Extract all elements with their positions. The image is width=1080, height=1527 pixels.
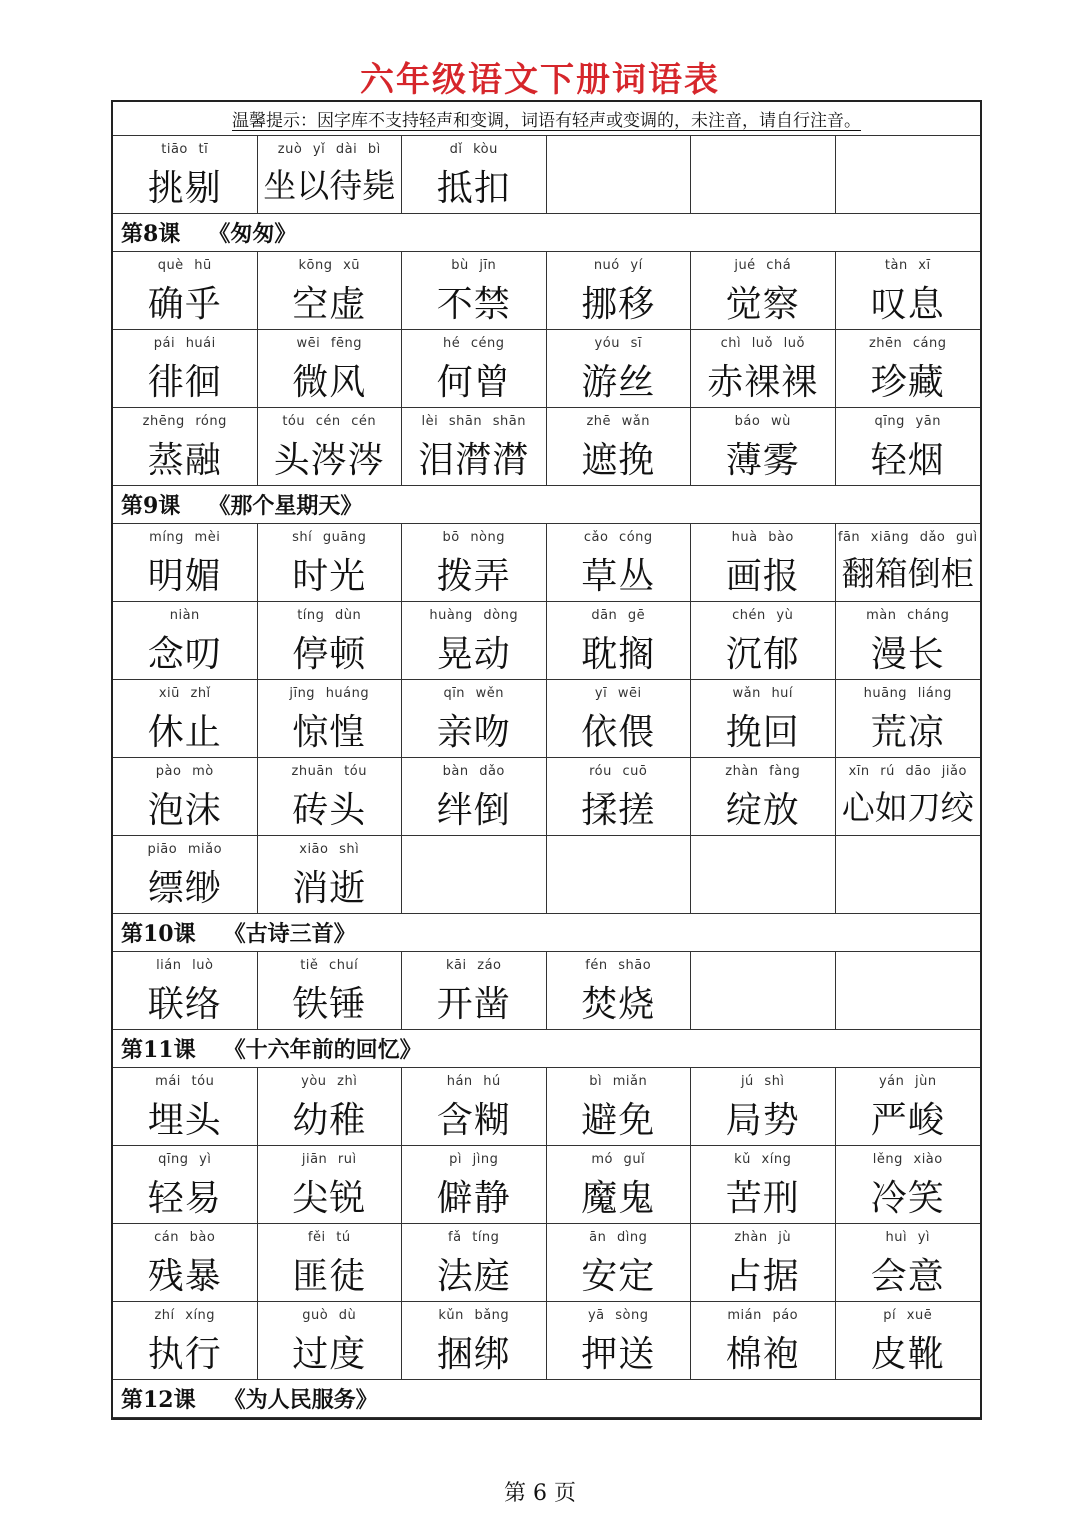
hanzi-word: 占据: [725, 1256, 800, 1297]
pinyin: fěi tú: [307, 1230, 351, 1245]
word-cell: [691, 1146, 836, 1223]
hanzi-word: 尖锐: [292, 1178, 367, 1219]
word-cell: [402, 1302, 547, 1379]
pinyin: qīng yì: [158, 1152, 212, 1167]
word-row: [113, 408, 980, 486]
word-cell: [113, 602, 258, 679]
hanzi-word: 挽回: [725, 712, 800, 753]
hanzi-word: 薄雾: [725, 440, 800, 481]
hanzi-word: 明媚: [147, 556, 222, 597]
word-cell: [258, 1146, 403, 1223]
hanzi-word: 游丝: [581, 362, 656, 403]
word-cell: [691, 1302, 836, 1379]
hanzi-word: 停顿: [292, 634, 367, 675]
hanzi-word: 捆绑: [436, 1334, 511, 1375]
pinyin: pái huái: [153, 336, 216, 351]
hanzi-word: 皮靴: [870, 1334, 945, 1375]
pinyin: què hū: [157, 258, 212, 273]
word-cell: [547, 1302, 692, 1379]
lesson-header: [113, 1030, 980, 1068]
word-cell: [836, 602, 981, 679]
hanzi-word: 押送: [581, 1334, 656, 1375]
hanzi-word: 铁锤: [292, 984, 367, 1025]
word-cell: [258, 952, 403, 1029]
hanzi-word: 觉察: [725, 284, 800, 325]
word-cell: [113, 330, 258, 407]
word-row: [113, 602, 980, 680]
pinyin: bù jīn: [451, 258, 497, 273]
word-cell: [691, 524, 836, 601]
word-row: [113, 952, 980, 1030]
word-cell: [836, 330, 981, 407]
hanzi-word: 苦刑: [725, 1178, 800, 1219]
word-cell: [836, 1302, 981, 1379]
word-cell: [691, 680, 836, 757]
pinyin: bō nòng: [442, 530, 506, 545]
word-cell: [691, 1068, 836, 1145]
lesson-number: 第9课: [121, 493, 181, 519]
pinyin: jiān ruì: [301, 1152, 357, 1167]
page-title: 六年级语文下册词语表: [360, 60, 720, 100]
pinyin: bì miǎn: [589, 1074, 648, 1089]
lesson-header: [113, 486, 980, 524]
hanzi-word: 蒸融: [147, 440, 222, 481]
word-cell: [836, 1068, 981, 1145]
lesson-number: 第10课: [121, 921, 196, 947]
pinyin: fǎ tíng: [448, 1230, 500, 1245]
hanzi-word: 砖头: [292, 790, 367, 831]
word-cell: [836, 1146, 981, 1223]
hanzi-word: 绊倒: [436, 790, 511, 831]
pinyin: róu cuō: [589, 764, 648, 779]
pinyin: yī wēi: [594, 686, 642, 701]
hanzi-word: 开凿: [436, 984, 511, 1025]
pinyin: huì yì: [885, 1230, 931, 1245]
pinyin: bàn dǎo: [442, 764, 505, 779]
hanzi-word: 轻烟: [870, 440, 945, 481]
hanzi-word: 魔鬼: [581, 1178, 656, 1219]
hanzi-word: 翻箱倒柜: [841, 554, 974, 593]
word-cell: [547, 1224, 692, 1301]
word-cell: [258, 1224, 403, 1301]
lesson-number: 第12课: [121, 1387, 196, 1413]
lesson-header: [113, 1380, 980, 1418]
hanzi-word: 时光: [292, 556, 367, 597]
hanzi-word: 叹息: [870, 284, 945, 325]
word-cell: [402, 252, 547, 329]
pinyin: pí xuē: [883, 1308, 933, 1323]
pinyin: hán hú: [446, 1074, 501, 1089]
word-cell: [258, 330, 403, 407]
hanzi-word: 草丛: [581, 556, 656, 597]
word-cell: [113, 836, 258, 913]
pinyin: mó guǐ: [591, 1152, 646, 1167]
hanzi-word: 轻易: [147, 1178, 222, 1219]
hanzi-word: 确乎: [147, 284, 222, 325]
notice-text: 温馨提示：因字库不支持轻声和变调，词语有轻声或变调的，未注音，请自行注音。: [232, 111, 861, 131]
word-cell: [547, 602, 692, 679]
hanzi-word: 遮挽: [581, 440, 656, 481]
pinyin: xiāo shì: [299, 842, 360, 857]
hanzi-word: 挑剔: [147, 168, 222, 209]
pinyin: hé céng: [442, 336, 505, 351]
word-cell: [836, 524, 981, 601]
word-cell: [547, 252, 692, 329]
pinyin: fān xiāng dǎo guì: [837, 530, 978, 545]
pinyin: màn cháng: [866, 608, 950, 623]
pinyin: tiě chuí: [300, 958, 359, 973]
pinyin: shí guāng: [292, 530, 367, 545]
word-cell: [258, 136, 403, 213]
word-cell: [113, 758, 258, 835]
word-cell: [113, 680, 258, 757]
empty-cell: [836, 952, 981, 1029]
hanzi-word: 珍藏: [870, 362, 945, 403]
pinyin: wǎn huí: [732, 686, 794, 701]
hanzi-word: 头涔涔: [273, 440, 385, 481]
pinyin: zhēn cáng: [868, 336, 947, 351]
word-row: [113, 1146, 980, 1224]
pinyin: dān gē: [591, 608, 646, 623]
hanzi-word: 赤裸裸: [707, 362, 819, 403]
hanzi-word: 念叨: [147, 634, 222, 675]
pinyin: kāi záo: [446, 958, 502, 973]
lesson-number: 第8课: [121, 221, 181, 247]
pinyin: tóu cén cén: [282, 414, 377, 429]
hanzi-word: 棉袍: [725, 1334, 800, 1375]
lesson-header: [113, 214, 980, 252]
word-cell: [113, 252, 258, 329]
word-cell: [691, 1224, 836, 1301]
pinyin: chén yù: [732, 608, 794, 623]
word-cell: [258, 408, 403, 485]
word-cell: [113, 1068, 258, 1145]
pinyin: jú shì: [740, 1074, 785, 1089]
word-cell: [258, 602, 403, 679]
hanzi-word: 亲吻: [436, 712, 511, 753]
hanzi-word: 坐以待毙: [263, 166, 396, 205]
hanzi-word: 徘徊: [147, 362, 222, 403]
pinyin: yóu sī: [594, 336, 642, 351]
hanzi-word: 埋头: [147, 1100, 222, 1141]
hanzi-word: 执行: [147, 1334, 222, 1375]
word-cell: [836, 252, 981, 329]
hanzi-word: 抵扣: [436, 168, 511, 209]
hanzi-word: 不禁: [436, 284, 511, 325]
pinyin: tàn xī: [884, 258, 931, 273]
pinyin: lián luò: [156, 958, 214, 973]
word-cell: [258, 252, 403, 329]
lesson-number: 第11课: [121, 1037, 196, 1063]
hanzi-word: 严峻: [870, 1100, 945, 1141]
word-cell: [258, 836, 403, 913]
hanzi-word: 绽放: [725, 790, 800, 831]
pinyin: mián páo: [727, 1308, 799, 1323]
pinyin: zhàn fàng: [725, 764, 801, 779]
hanzi-word: 休止: [147, 712, 222, 753]
pinyin: pào mò: [155, 764, 214, 779]
word-cell: [113, 1146, 258, 1223]
word-cell: [258, 758, 403, 835]
word-cell: [691, 408, 836, 485]
pinyin: tíng dùn: [297, 608, 362, 623]
pinyin: jué chá: [734, 258, 792, 273]
word-cell: [402, 1224, 547, 1301]
word-row: [113, 836, 980, 914]
pinyin: mái tóu: [155, 1074, 215, 1089]
pinyin: zhēng róng: [142, 414, 227, 429]
hanzi-word: 过度: [292, 1334, 367, 1375]
word-cell: [547, 1068, 692, 1145]
hanzi-word: 空虚: [292, 284, 367, 325]
pinyin: kǔn bǎng: [438, 1308, 510, 1323]
word-cell: [547, 1146, 692, 1223]
lesson-title: 《匆匆》: [208, 221, 297, 247]
word-cell: [547, 524, 692, 601]
pinyin: míng mèi: [149, 530, 221, 545]
word-cell: [113, 136, 258, 213]
notice-bar: [113, 102, 980, 136]
hanzi-word: 法庭: [436, 1256, 511, 1297]
word-cell: [402, 408, 547, 485]
hanzi-word: 沉郁: [725, 634, 800, 675]
word-cell: [113, 1302, 258, 1379]
pinyin: yòu zhì: [301, 1074, 358, 1089]
word-cell: [402, 1068, 547, 1145]
pinyin: zhàn jù: [734, 1230, 792, 1245]
empty-cell: [547, 136, 692, 213]
empty-cell: [691, 136, 836, 213]
hanzi-word: 荒凉: [870, 712, 945, 753]
lesson-title: 《古诗三首》: [223, 921, 356, 947]
word-cell: [113, 1224, 258, 1301]
hanzi-word: 匪徒: [292, 1256, 367, 1297]
hanzi-word: 挪移: [581, 284, 656, 325]
pinyin: chì luǒ luǒ: [720, 336, 805, 351]
pinyin: zhē wǎn: [586, 414, 651, 429]
word-cell: [402, 136, 547, 213]
hanzi-word: 晃动: [436, 634, 511, 675]
hanzi-word: 焚烧: [581, 984, 656, 1025]
pinyin: báo wù: [734, 414, 791, 429]
pinyin: yā sòng: [587, 1308, 649, 1323]
word-cell: [258, 680, 403, 757]
pinyin: dǐ kòu: [449, 142, 498, 157]
word-row: [113, 680, 980, 758]
hanzi-word: 幼稚: [292, 1100, 367, 1141]
pinyin: qīng yān: [874, 414, 941, 429]
pinyin: cán bào: [154, 1230, 216, 1245]
lesson-header: [113, 914, 980, 952]
pinyin: zhí xíng: [154, 1308, 216, 1323]
word-row: [113, 758, 980, 836]
word-cell: [113, 952, 258, 1029]
pinyin: qīn wěn: [443, 686, 505, 701]
pinyin: cǎo cóng: [583, 530, 653, 545]
pinyin: zuò yǐ dài bì: [277, 142, 381, 157]
pinyin: tiāo tī: [161, 142, 209, 157]
hanzi-word: 会意: [870, 1256, 945, 1297]
pinyin: ān dìng: [589, 1230, 648, 1245]
word-row: [113, 524, 980, 602]
pinyin: xiū zhǐ: [158, 686, 211, 701]
word-row: [113, 136, 980, 214]
hanzi-word: 泪潸潸: [418, 440, 530, 481]
pinyin: huàng dòng: [429, 608, 519, 623]
hanzi-word: 耽搁: [581, 634, 656, 675]
word-cell: [691, 602, 836, 679]
empty-cell: [547, 836, 692, 913]
word-cell: [258, 1068, 403, 1145]
hanzi-word: 僻静: [436, 1178, 511, 1219]
word-cell: [691, 330, 836, 407]
word-cell: [402, 524, 547, 601]
pinyin: guò dù: [302, 1308, 357, 1323]
page-number: 第 6 页: [504, 1481, 576, 1506]
empty-cell: [402, 836, 547, 913]
pinyin: zhuān tóu: [291, 764, 367, 779]
lesson-title: 《十六年前的回忆》: [223, 1037, 422, 1063]
pinyin: niàn: [169, 608, 200, 623]
word-cell: [547, 952, 692, 1029]
word-row: [113, 1068, 980, 1146]
pinyin: xīn rú dāo jiǎo: [848, 764, 967, 779]
pinyin: kǔ xíng: [734, 1152, 792, 1167]
word-row: [113, 1302, 980, 1380]
hanzi-word: 拨弄: [436, 556, 511, 597]
hanzi-word: 含糊: [436, 1100, 511, 1141]
pinyin: lèi shān shān: [421, 414, 526, 429]
pinyin: nuó yí: [593, 258, 643, 273]
word-cell: [402, 758, 547, 835]
hanzi-word: 惊惶: [292, 712, 367, 753]
word-cell: [402, 680, 547, 757]
hanzi-word: 心如刀绞: [841, 788, 974, 827]
pinyin: wēi fēng: [296, 336, 362, 351]
hanzi-word: 微风: [292, 362, 367, 403]
word-cell: [113, 408, 258, 485]
hanzi-word: 缥缈: [147, 868, 222, 909]
empty-cell: [691, 836, 836, 913]
hanzi-word: 依偎: [581, 712, 656, 753]
pinyin: huāng liáng: [863, 686, 952, 701]
empty-cell: [691, 952, 836, 1029]
empty-cell: [836, 836, 981, 913]
pinyin: pì jìng: [449, 1152, 499, 1167]
lesson-title: 《为人民服务》: [223, 1387, 378, 1413]
word-cell: [258, 1302, 403, 1379]
word-cell: [402, 330, 547, 407]
word-cell: [836, 758, 981, 835]
pinyin: piāo miǎo: [147, 842, 223, 857]
word-cell: [402, 952, 547, 1029]
word-cell: [836, 1224, 981, 1301]
hanzi-word: 联络: [147, 984, 222, 1025]
hanzi-word: 何曾: [436, 362, 511, 403]
word-row: [113, 252, 980, 330]
vocabulary-table: [111, 100, 982, 1420]
word-cell: [258, 524, 403, 601]
pinyin: lěng xiào: [872, 1152, 943, 1167]
word-row: [113, 1224, 980, 1302]
hanzi-word: 泡沫: [147, 790, 222, 831]
pinyin: kōng xū: [298, 258, 361, 273]
word-cell: [113, 524, 258, 601]
word-cell: [691, 758, 836, 835]
pinyin: yán jùn: [878, 1074, 937, 1089]
pinyin: huà bào: [731, 530, 794, 545]
hanzi-word: 避免: [581, 1100, 656, 1141]
lesson-title: 《那个星期天》: [208, 493, 363, 519]
word-cell: [547, 408, 692, 485]
empty-cell: [836, 136, 981, 213]
hanzi-word: 画报: [725, 556, 800, 597]
word-cell: [836, 408, 981, 485]
word-cell: [547, 758, 692, 835]
hanzi-word: 冷笑: [870, 1178, 945, 1219]
hanzi-word: 消逝: [292, 868, 367, 909]
word-cell: [836, 680, 981, 757]
word-cell: [547, 680, 692, 757]
pinyin: fén shāo: [585, 958, 652, 973]
hanzi-word: 安定: [581, 1256, 656, 1297]
hanzi-word: 漫长: [870, 634, 945, 675]
pinyin: jīng huáng: [289, 686, 370, 701]
word-row: [113, 330, 980, 408]
word-cell: [547, 330, 692, 407]
hanzi-word: 残暴: [147, 1256, 222, 1297]
word-cell: [691, 252, 836, 329]
word-cell: [402, 602, 547, 679]
hanzi-word: 揉搓: [581, 790, 656, 831]
word-cell: [402, 1146, 547, 1223]
hanzi-word: 局势: [725, 1100, 800, 1141]
